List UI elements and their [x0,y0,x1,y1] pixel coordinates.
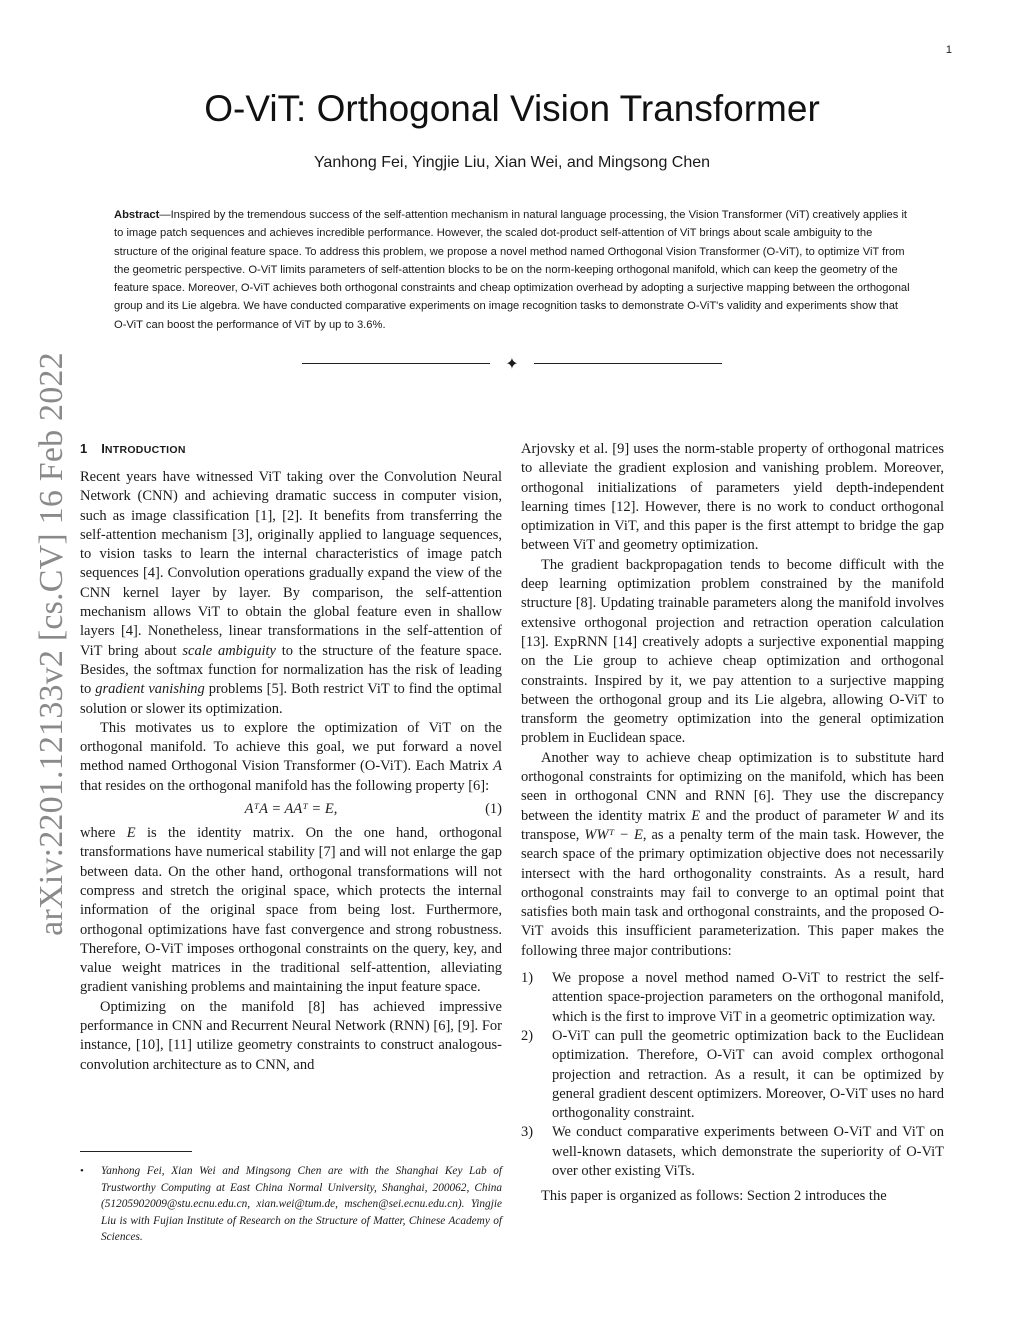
abstract-text: —Inspired by the tremendous success of the self-attention mechanism in natural language processing, the Vision Transformer (ViT) creatively applies it to image patch sequences and achieves incredible performance. However, the scaled dot-product self-attention of ViT brings about scale ambiguity to the structure of the original feature space. To address this problem, we propose a novel method named Orthogonal Vision Transformer (O-ViT), to optimize ViT from the geometric perspective. O-ViT limits parameters of self-attention blocks to be on the norm-keeping orthogonal manifold, which can keep the geometry of the feature space. Moreover, O-ViT achieves both orthogonal constraints and cheap optimization overhead by adopting a surjective mapping between the orthogonal group and its Lie algebra. We have conducted comparative experiments on image recognition tasks to demonstrate O-ViT's validity and experiments show that O-ViT can boost the performance of ViT by up to 3.6%. [114,209,910,331]
separator-line-left [302,363,490,364]
section-number: 1 [80,441,88,456]
text-run: and the product of parameter [700,807,887,824]
separator-diamond-icon: ✦ [505,354,519,373]
section-title-rest: NTRODUCTION [104,444,186,456]
footnote-bullet-icon: • [80,1165,84,1177]
contribution-list [521,969,944,1181]
section-separator [302,354,722,374]
text-run: and its transpose, [521,807,945,843]
list-item-text: We propose a novel method named O-ViT to restrict the self-attention space-projection parameters on the orthogonal manifold, which is the first to improve ViT in a geometric optimization way. [552,970,944,1025]
list-item [521,1027,944,1123]
page-number: 1 [945,44,952,56]
math-variable: W [886,807,899,824]
intro-paragraph-6: The gradient backpropagation tends to become difficult with the deep learning optimization problem constrained by the manifold structure [8]. Updating trainable parameters along the manifold involves extensive orthogonal projection and retraction operation calculation [13]. ExpRNN [14] creatively adopts a surjective exponential mapping on the Lie group to achieve cheap optimization and orthogonal constraints. Inspired by it, we pay attention to a surjective mapping between the orthogonal group and its Lie algebra, allowing O-ViT to transform the geometry optimization into the general optimization problem in Euclidean space. [521,556,944,747]
emphasis-gradient-vanishing: gradient vanishing [95,681,205,698]
left-column [80,440,502,1075]
text-run: Another way to achieve cheap optimization is to substitute hard orthogonal constraints for optimizing on the manifold, which has been seen in orthogonal CNN and RNN [6]. They use the discrepancy between the identity matrix [521,749,944,824]
equation-number: (1) [485,801,502,818]
list-item-text: O-ViT can pull the geometric optimization back to the Euclidean optimization. Therefore, O-ViT can avoid complex orthogonal projection and retraction. As a result, it can be optimized by general gradient descent optimizers. Moreover, O-ViT uses no hard orthogonality constraint. [552,1027,944,1122]
list-item-number: 1) [521,970,534,987]
math-variable: E [691,807,701,824]
footnote-rule [80,1151,192,1152]
emphasis-scale-ambiguity: scale ambiguity [182,642,276,659]
right-column [521,440,944,1207]
math-variable: E [126,825,136,842]
list-item [521,1123,944,1181]
text-run: problems [5]. Both restrict ViT to find the optimal solution or slower its optimization. [80,681,502,717]
text-run: , as a penalty term of the main task. However, the search space of the primary optimization objective does not necessarily intersect with the hard orthogonality constraints. As a result, hard orthogonal constraints may fail to converge to an optimal point that satisfies both main task and orthogonal constraints, and the proposed O-ViT avoids this insufficient parameterization. This paper makes the following three major contributions: [521,826,944,959]
author-list: Yanhong Fei, Yingjie Liu, Xian Wei, and Mingsong Chen [313,154,711,171]
intro-paragraph-2 [80,719,502,796]
text-run: This motivates us to explore the optimization of ViT on the orthogonal manifold. To achieve this goal, we put forward a novel method named Orthogonal Vision Transformer (O-ViT). Each Matrix [80,719,502,775]
paper-title: O-ViT: Orthogonal Vision Transformer [204,88,820,129]
list-item-text: We conduct comparative experiments between O-ViT and ViT on well-known datasets, which demonstrate the superiority of O-ViT over other existing ViTs. [552,1124,944,1179]
text-run: is the identity matrix. On the one hand, orthogonal transformations have numerical stability [7] and will not enlarge the gap between data. On the other hand, orthogonal transformations will not compress and stretch the original space, which protects the internal information of the original space from being lost. Furthermore, orthogonal optimizations have fast convergence and strong robustness. Therefore, O-ViT imposes orthogonal constraints on the query, key, and value weight matrices in the traditional self-attention, alleviating gradient vanishing problems and maintaining the input feature space. [80,825,502,996]
text-run: to the structure of the feature space. Besides, the softmax function for normalization has the risk of leading to [80,642,503,698]
footnote-text: Yanhong Fei, Xian Wei and Mingsong Chen are with the Shanghai Key Lab of Trustworthy Computing at East China Normal University, Shanghai, 200062, China (51205902009@stu.ecnu.edu.cn, xian.wei@tum.de, mschen@sei.ecnu.edu.cn). Yingjie Liu is with Fujian Institute of Research on the Structure of Matter, Chinese Academy of Sciences. [101,1165,502,1244]
separator-line-right [534,363,722,364]
author-affiliation-footnote [80,1163,502,1246]
equation-body: AᵀA = AAᵀ = E, [244,801,338,818]
arxiv-identifier: arXiv:2201.12133v2 [cs.CV] 16 Feb 2022 [33,352,70,936]
text-run: where [80,825,127,842]
section-title-initial: I [101,441,105,456]
intro-paragraph-1 [80,468,502,719]
text-run: that resides on the orthogonal manifold has the following property [6]: [80,777,490,794]
abstract [114,206,912,334]
math-variable: A [493,758,502,775]
intro-paragraph-4: Optimizing on the manifold [8] has achieved impressive performance in CNN and Recurrent Neural Network (RNN) [6], [9]. For instance, [10], [11] utilize geometry constraints to construct analogous-convolution architecture as to CNN, and [80,998,502,1073]
intro-paragraph-3 [80,824,502,998]
math-expression: WWᵀ − E [584,826,643,843]
list-item [521,969,944,1027]
list-item-number: 2) [521,1027,534,1044]
intro-paragraph-8: This paper is organized as follows: Section 2 introduces the [541,1188,887,1205]
abstract-label: Abstract [114,209,160,221]
equation-1 [80,798,502,820]
text-run: Recent years have witnessed ViT taking over the Convolution Neural Network (CNN) and achieving dramatic success in computer vision, such as image classification [1], [2]. It benefits from transferring the self-attention mechanism [3], originally applied to language sequences, to vision tasks to learn the internal characteristics of image patch sequences [4]. Convolution operations gradually expand the view of the CNN kernel layer by layer. By comparison, the self-attention mechanism allows ViT to obtain the global feature even in shallow layers [4]. Nonetheless, linear transformations in the self-attention of ViT bring about [80,469,502,659]
intro-paragraph-7 [521,749,944,961]
section-heading-introduction [80,440,502,458]
intro-paragraph-5: Arjovsky et al. [9] uses the norm-stable property of orthogonal matrices to alleviate the gradient explosion and vanishing problem. Moreover, orthogonal initializations of parameters yield depth-independent learning times [12]. However, there is no work to conduct orthogonal optimization in ViT, and this paper is the first attempt to bridge the gap between ViT and geometry optimization. [521,441,944,554]
list-item-number: 3) [521,1124,534,1141]
